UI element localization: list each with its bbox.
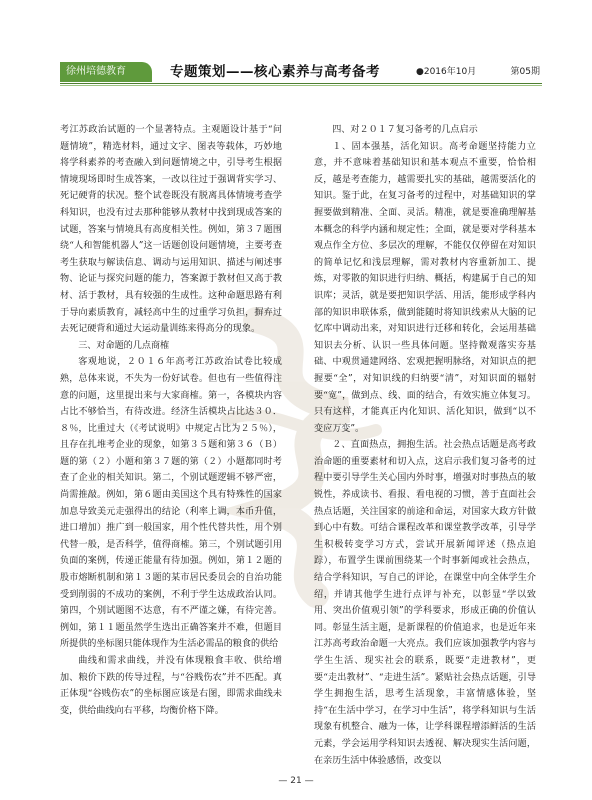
paragraph: 曲线和需求曲线，并没有体现粮食丰收、供给增加、粮价下跌的传导过程，与“谷贱伤农”并不匹配。真正体现“谷贱伤农”的坐标图应该是右图，即需求曲线未变，供给曲线向右平移，均衡价格下降。 [60,656,282,716]
left-column [60,122,282,738]
paragraph: １、固本强基，活化知识。高考命题坚持能力立意，并不意味着基础知识和基本观点不重要，恰恰相反，越是考查能力，越需要扎实的基础，越需要活化的知识。鉴于此，在复习备考的过程中，对基础知识的掌握要做到精准、全面、灵活。精准，就是要准确理解基本概念的科学内涵和规定性；全面，就是要对学科基本观点作全方位、多层次的理解，不能仅仅停留在对知识的简单记忆和浅层理解，需对教材内容重新加工、提炼，对零散的知识进行归纳、概括，构建属于自己的知识库；灵活，就是要把知识学活、用活，能形成学科内部的知识串联体系，做到能随时将知识线索从大脑的记忆库中调动出来，对知识进行迁移和转化，会运用基础知识去分析、认识一些具体问题。坚持微观落实夯基础、中观贯通建网络、宏观把握明脉络，对知识点的把握要“全”，对知识线的归纳要“清”，对知识面的辐射要“宽”，做到点、线、面的结合，有效实施立体复习。只有这样，才能真正内化知识、活化知识，做到“以不变应万变”。 [314,141,536,434]
issue-date: ●2016年10月 [416,67,477,77]
section-heading: 三、对命题的几点商榷 [78,340,170,351]
paragraph: 客观地说，２０１６年高考江苏政治试卷比较成熟，总体来说，不失为一份好试卷。但也有一些值得注意的问题，这里提出来与大家商榷。第一，各模块内容占比不够恰当，有待改进。经济生活模块占比达３０．８％，比重过大（《考试说明》中规定占比为２５％），且存在扎堆考企业的现象，如第３５题和第３６（Ｂ）题的第（２）小题和第３７题的第（２）小题都同时考查了企业的相关知识。第二，个别试题逻辑不够严密，尚需推敲。例如，第６题由美国这个具有特殊性的国家加息导致美元走强得出的结论（利率上调，本币升值，进口增加）推广到一般国家，用个性代替共性，用个别代替一般，是否科学，值得商榷。第三，个别试题引用负面的案例，传递正能量有待加强。例如，第１２题的股市熔断机制和第１３题的某市居民委员会的自治功能受到削弱的不成功的案例，不利于学生达成政治认同。第四，个别试题图不达意，有不严谨之嫌，有待完善。例如，第１１题虽然学生选出正确答案并不难，但题目所提供的坐标图只能体现作为生活必需品的粮食的供给 [60,357,282,650]
paragraph: 考江苏政治试题的一个显著特点。主观题设计基于“问题情境”，精选材料，通过文字、图表等载体，巧妙地将学科素养的考查融入到问题情境之中，引导考生根据情境现场即时生成答案，一改以往过于强调背实学习、死记硬背的状况。整个试卷既没有脱离具体情境考查学科知识，也没有过去那种能够从教材中找到现成答案的试题，答案与情境具有高度相关性。例如，第３７题围绕“人和智能机器人”这一话题创设问题情境，主要考查考生获取与解读信息、调动与运用知识、描述与阐述事物、论证与探究问题的能力，答案源于教材但又高于教材、活于教材，具有较强的生成性。这种命题思路有利于导向素质教育，减轻高中生的过重学习负担，摒弃过去死记硬背和通过大运动量训练来得高分的现象。 [60,125,282,335]
section-heading: 四、对２０１７复习备考的几点启示 [332,125,478,135]
column-title: 专题策划——核心素养与高考备考 [170,64,380,80]
header-divider-light [60,85,542,86]
page-header [60,40,542,84]
page-number: — 21 — [278,776,314,786]
right-column [314,122,536,766]
header-divider [60,83,542,84]
issue-number: 第05期 [510,67,540,77]
publisher-tab: 徐州培德教育 [60,62,152,82]
paragraph: ２、直面热点，拥抱生活。社会热点话题是高考政治命题的重要素材和切入点，这启示我们复习备考的过程中要引导学生关心国内外时事，增强对时事热点的敏锐性，养成读书、看报、看电视的习惯，善于直面社会热点话题，关注国家的前途和命运，对国家大政方针做到心中有数。可结合课程改革和课堂教学改革，引导学生积极转变学习方式，尝试开展新闻评述（热点追踪），布置学生课前围绕某一个时事新闻或社会热点，结合学科知识，写自己的评论，在课堂中向全体学生介绍，并请其他学生进行点评与补充，以彰显“学以致用、突出价值观引领”的学科要求，形成正确的价值认同。彰显生活主题，是新课程的价值追求，也是近年来江苏高考政治命题一大亮点。我们应该加强教学内容与学生生活、现实社会的联系，既要“走进教材”，更要“走出教材”、“走进生活”。紧贴社会热点话题，引导学生拥抱生活，思考生活现象，丰富情感体验，坚持“在生活中学习，在学习中生活”，将学科知识与生活现象有机整合、融为一体，让学科课程增添鲜活的生活元素，学会运用学科知识去透视、解决现实生活问题，在亲历生活中体验感悟，改变以 [314,440,536,766]
